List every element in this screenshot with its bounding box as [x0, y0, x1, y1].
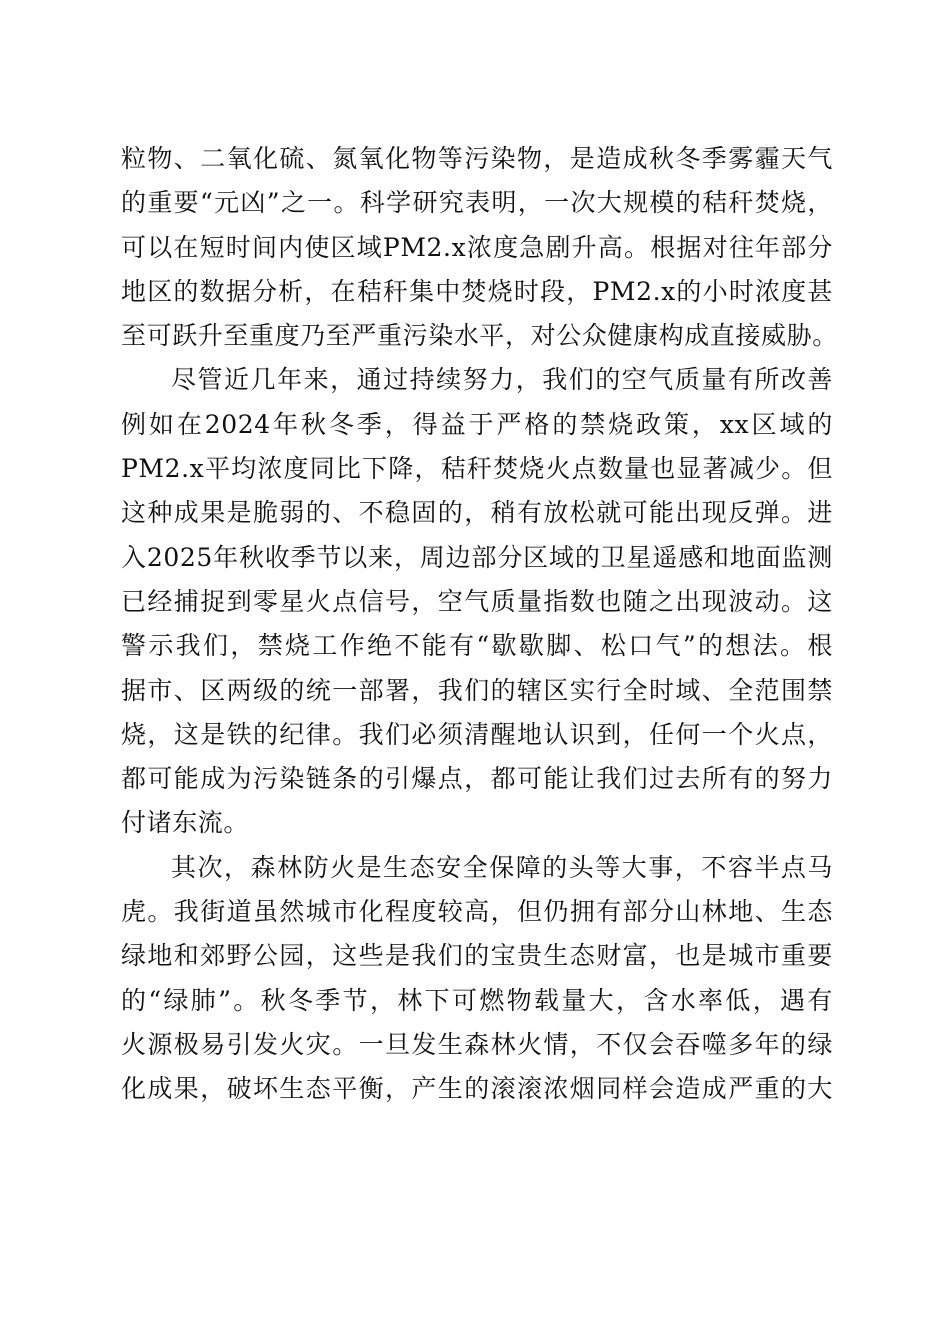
paragraph-1-line-1: 粒物、二氧化硫、氮氧化物等污染物，是造成秋冬季雾霾天气 [121, 144, 833, 173]
paragraph-3-line-5: 火源极易引发火灾。一旦发生森林火情，不仅会吞噬多年的绿 [121, 1029, 833, 1059]
paragraph-1-line-2: 的重要“元凶”之一。科学研究表明，一次大规模的秸秆焚烧， [121, 188, 833, 218]
paragraph-2-line-3: PM2.x平均浓度同比下降，秸秆焚烧火点数量也显著减少。但 [121, 454, 833, 484]
paragraph-2-line-6: 已经捕捉到零星火点信号，空气质量指数也随之出现波动。这 [121, 586, 833, 616]
paragraph-2-line-2: 例如在2024年秋冬季，得益于严格的禁烧政策，xx区域的 [121, 409, 833, 439]
paragraph-2-line-5: 入2025年秋收季节以来，周边部分区域的卫星遥感和地面监测 [121, 542, 833, 572]
paragraph-3-line-4: 的“绿肺”。秋冬季节，林下可燃物载量大，含水率低，遇有 [121, 985, 833, 1015]
paragraph-2-line-11: 付诸东流。 [121, 808, 250, 838]
paragraph-3-line-3: 绿地和郊野公园，这些是我们的宝贵生态财富，也是城市重要 [121, 941, 833, 971]
paragraph-2-line-8: 据市、区两级的统一部署，我们的辖区实行全时域、全范围禁 [121, 675, 833, 705]
paragraph-2-line-9: 烧，这是铁的纪律。我们必须清醒地认识到，任何一个火点， [121, 719, 833, 749]
paragraph-2-line-1: 尽管近几年来，通过持续努力，我们的空气质量有所改善 [171, 365, 833, 395]
paragraph-3-line-2: 虎。我街道虽然城市化程度较高，但仍拥有部分山林地、生态 [121, 897, 833, 927]
paragraph-2-line-7: 警示我们，禁烧工作绝不能有“歇歇脚、松口气”的想法。根 [121, 631, 833, 661]
paragraph-1-line-4: 地区的数据分析，在秸秆集中焚烧时段，PM2.x的小时浓度甚 [121, 276, 833, 306]
paragraph-2-line-4: 这种成果是脆弱的、不稳固的，稍有放松就可能出现反弹。进 [121, 498, 833, 528]
paragraph-2-line-10: 都可能成为污染链条的引爆点，都可能让我们过去所有的努力 [121, 764, 833, 794]
paragraph-1-line-5: 至可跃升至重度乃至严重污染水平，对公众健康构成直接威胁。 [121, 321, 838, 351]
paragraph-1-line-3: 可以在短时间内使区域PM2.x浓度急剧升高。根据对往年部分 [121, 232, 833, 262]
paragraph-3-line-1: 其次，森林防火是生态安全保障的头等大事，不容半点马 [171, 852, 833, 882]
paragraph-3-line-6: 化成果，破坏生态平衡，产生的滚滚浓烟同样会造成严重的大 [121, 1074, 833, 1104]
body-text [121, 137, 838, 1112]
